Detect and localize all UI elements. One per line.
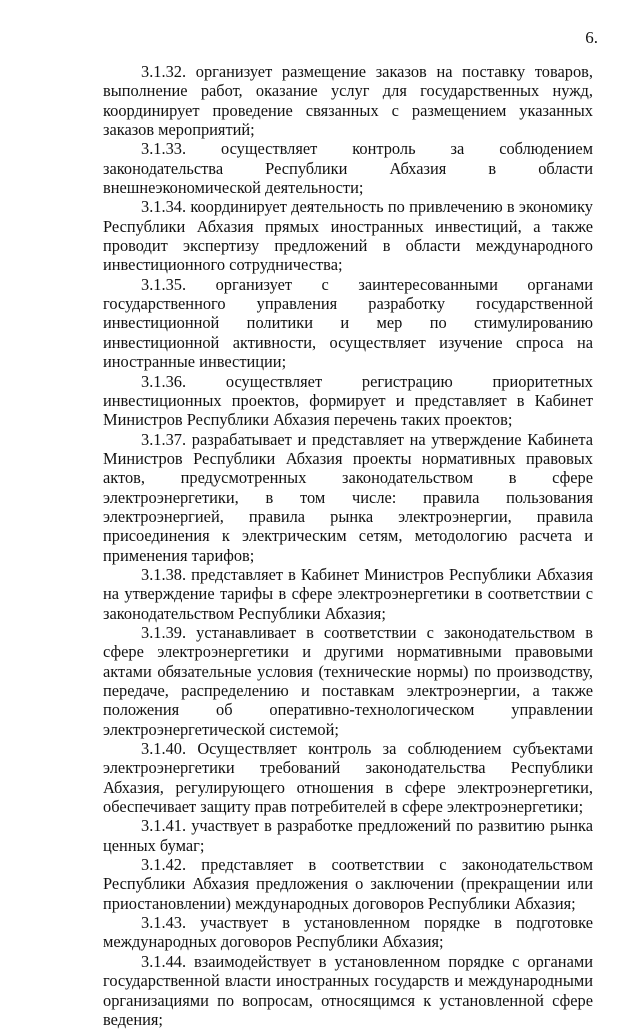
clause-3-1-44: 3.1.44. взаимодействует в установленном порядке с органами государственной власти иностранных государств и международными организациями по вопросам, относящимся к установленной сфере ведения; [103,951,593,1029]
clause-3-1-37: 3.1.37. разрабатывает и представляет на утверждение Кабинета Министров Республики Абхазия проекты нормативных правовых актов, предусмотренных законодательством в сфере электроэнергетики, в том числе: правила пользования электроэнергией, правила рынка электроэнергии, правила присоединения к электрическим сетям, методологию расчета и применения тарифов; [103,429,593,565]
clause-3-1-33: 3.1.33. осуществляет контроль за соблюдением законодательства Республики Абхазия в области внешнеэкономической деятельности; [103,139,593,198]
clause-3-1-39: 3.1.39. устанавливает в соответствии с законодательством в сфере электроэнергетики и другими нормативными правовыми актами обязательные условия (технические нормы) по производству, передаче, распределению и поставкам электроэнергии, а также положения об оперативно-технологическом управлении электроэнергетической системой; [103,622,593,739]
clause-3-1-38: 3.1.38. представляет в Кабинет Министров Республики Абхазия на утверждение тарифы в сфере электроэнергетики в соответствии с законодательством Республики Абхазия; [103,564,593,623]
page-number: 6. [585,28,598,47]
clause-3-1-35: 3.1.35. организует с заинтересованными органами государственного управления разработку государственной инвестиционной политики и мер по стимулированию инвестиционной активности, осуществляет изучение спроса на иностранные инвестиции; [103,274,593,372]
clause-3-1-42: 3.1.42. представляет в соответствии с законодательством Республики Абхазия предложения о заключении (прекращении или приостановлении) международных договоров Республики Абхазия; [103,855,593,913]
clause-3-1-36: 3.1.36. осуществляет регистрацию приоритетных инвестиционных проектов, формирует и представляет в Кабинет Министров Республики Абхазия перечень таких проектов; [103,371,593,430]
clause-3-1-43: 3.1.43. участвует в установленном порядке в подготовке международных договоров Республики Абхазия; [103,913,593,952]
clause-3-1-32: 3.1.32. организует размещение заказов на поставку товаров, выполнение работ, оказание услуг для государственных нужд, координирует проведение связанных с размещением указанных заказов мероприятий; [103,62,593,140]
document-body [103,62,593,1029]
clause-3-1-41: 3.1.41. участвует в разработке предложений по развитию рынка ценных бумаг; [103,816,593,855]
clause-3-1-34: 3.1.34. координирует деятельность по привлечению в экономику Республики Абхазия прямых иностранных инвестиций, а также проводит экспертизу предложений в области международного инвестиционного сотрудничества; [103,197,593,275]
clause-3-1-40: 3.1.40. Осуществляет контроль за соблюдением субъектами электроэнергетики требований законодательства Республики Абхазия, регулирующего отношения в сфере электроэнергетики, обеспечивает защиту прав потребителей в сфере электроэнергетики; [103,739,593,817]
